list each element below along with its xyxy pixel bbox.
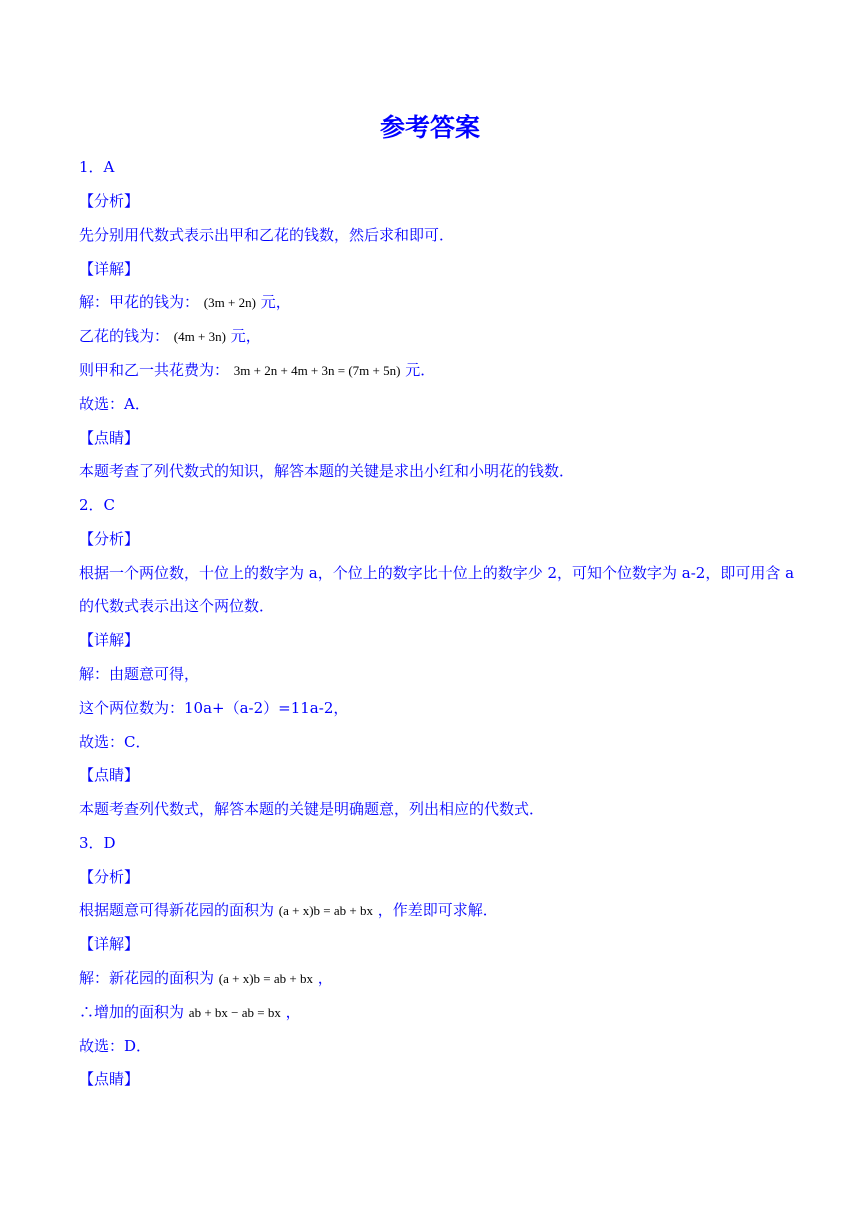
q2-analysis-line-1: 根据一个两位数，十位上的数字为 a，个位上的数字比十位上的数字少 2，可知个位数字为 a-2，即可用含 a <box>79 564 795 582</box>
q3-detail-line-1 <box>79 968 333 989</box>
q1-detail-3-prefix: 则甲和乙一共花费为： <box>79 361 230 379</box>
q1-detail-3-formula: 3m + 2n + 4m + 3n = (7m + 5n) <box>233 363 401 378</box>
q3-analysis-suffix: ，作差即可求解． <box>377 901 498 919</box>
q1-heading: 1．A <box>79 158 115 176</box>
q1-detail-line-1 <box>79 292 291 313</box>
q1-detail-2-prefix: 乙花的钱为： <box>79 327 170 345</box>
q3-choice: 故选：D． <box>79 1037 152 1055</box>
page-title: 参考答案 <box>379 113 480 142</box>
q2-comment-text: 本题考查列代数式，解答本题的关键是明确题意，列出相应的代数式． <box>79 800 545 818</box>
q2-detail-line-2: 这个两位数为：10a+（a-2）=11a-2， <box>79 699 349 717</box>
q1-detail-line-2 <box>79 326 261 347</box>
q3-detail-2-suffix: ， <box>285 1003 301 1021</box>
q3-analysis-tag: 【分析】 <box>79 868 140 886</box>
q1-choice: 故选：A． <box>79 395 150 413</box>
q2-analysis-line-2: 的代数式表示出这个两位数． <box>79 597 275 615</box>
q2-heading: 2．C <box>79 496 116 514</box>
q1-detail-1-formula: (3m + 2n) <box>203 295 256 310</box>
q3-detail-1-prefix: 解：新花园的面积为 <box>79 969 215 987</box>
q3-heading: 3．D <box>79 834 116 852</box>
q3-analysis-formula: (a + x)b = ab + bx <box>278 903 373 918</box>
q3-analysis-prefix: 根据题意可得新花园的面积为 <box>79 901 275 919</box>
q3-detail-2-prefix: ∴增加的面积为 <box>79 1003 185 1021</box>
q1-detail-1-prefix: 解：甲花的钱为： <box>79 293 200 311</box>
q3-detail-2-formula: ab + bx − ab = bx <box>188 1005 281 1020</box>
q1-analysis-tag: 【分析】 <box>79 192 140 210</box>
q2-choice: 故选：C． <box>79 733 151 751</box>
q1-detail-1-suffix: 元， <box>260 293 291 311</box>
q1-comment-text: 本题考查了列代数式的知识，解答本题的关键是求出小红和小明花的钱数． <box>79 462 575 480</box>
q3-comment-tag: 【点睛】 <box>79 1070 140 1088</box>
q2-comment-tag: 【点睛】 <box>79 766 140 784</box>
q2-detail-line-1: 解：由题意可得， <box>79 665 200 683</box>
q1-detail-2-formula: (4m + 3n) <box>173 329 226 344</box>
q1-detail-3-suffix: 元． <box>405 361 436 379</box>
q2-analysis-tag: 【分析】 <box>79 530 140 548</box>
q3-detail-1-formula: (a + x)b = ab + bx <box>218 971 313 986</box>
q1-comment-tag: 【点睛】 <box>79 429 140 447</box>
q3-analysis-line <box>79 900 498 921</box>
q1-detail-2-suffix: 元， <box>230 327 261 345</box>
q2-detail-tag: 【详解】 <box>79 631 140 649</box>
q3-detail-line-2 <box>79 1002 301 1023</box>
q3-detail-1-suffix: ， <box>317 969 333 987</box>
q1-detail-line-3 <box>79 360 435 381</box>
q3-detail-tag: 【详解】 <box>79 935 140 953</box>
q1-detail-tag: 【详解】 <box>79 260 140 278</box>
q1-analysis-text: 先分别用代数式表示出甲和乙花的钱数，然后求和即可． <box>79 226 455 244</box>
